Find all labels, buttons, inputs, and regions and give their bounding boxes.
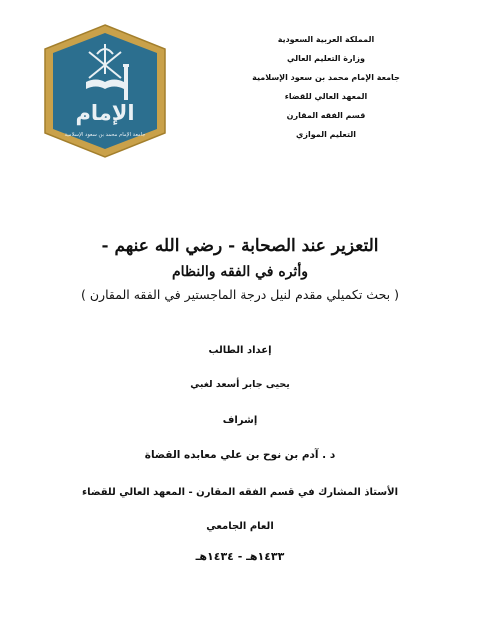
prepared-by-label: إعداد الطالب	[208, 345, 272, 356]
supervisor-title: الأستاذ المشارك في قسم الفقه المقارن - المعهد العالي للقضاء	[81, 487, 399, 498]
university-logo-icon	[42, 22, 168, 160]
university-logo	[42, 22, 168, 160]
academic-year-label: العام الجامعي	[206, 521, 274, 532]
thesis-subtitle: ( بحث تكميلي مقدم لنيل درجة الماجستير في الفقه المقارن )	[81, 287, 399, 302]
academic-year: ١٤٣٣هـ - ١٤٣٤هـ	[195, 550, 285, 563]
institution-line-institute: المعهد العالي للقضاء	[284, 92, 368, 101]
thesis-title-line1: التعزير عند الصحابة - رضي الله عنهم -	[101, 236, 379, 256]
svg-text:الإمام: الإمام	[75, 101, 135, 125]
thesis-title-line2: وأثره في الفقه والنظام	[172, 264, 308, 280]
svg-text:جامعة الإمام محمد بن سعود الإس: جامعة الإمام محمد بن سعود الإسلامية	[64, 132, 146, 138]
thesis-title-block	[0, 232, 480, 306]
institution-line-ministry: وزارة التعليم العالي	[287, 54, 365, 63]
institution-line-program: التعليم الموازي	[296, 130, 356, 139]
institution-line-department: قسم الفقه المقارن	[286, 111, 366, 120]
institution-line-kingdom: المملكة العربية السعودية	[277, 35, 375, 44]
supervision-label: إشراف	[222, 415, 258, 426]
student-name: يحيى جابر أسعد لغبي	[190, 379, 290, 390]
supervisor-name: د . آدم بن نوح بن علي معابده القضاة	[144, 449, 336, 461]
institution-line-university: جامعة الإمام محمد بن سعود الإسلامية	[252, 73, 400, 82]
institution-header	[226, 30, 426, 144]
